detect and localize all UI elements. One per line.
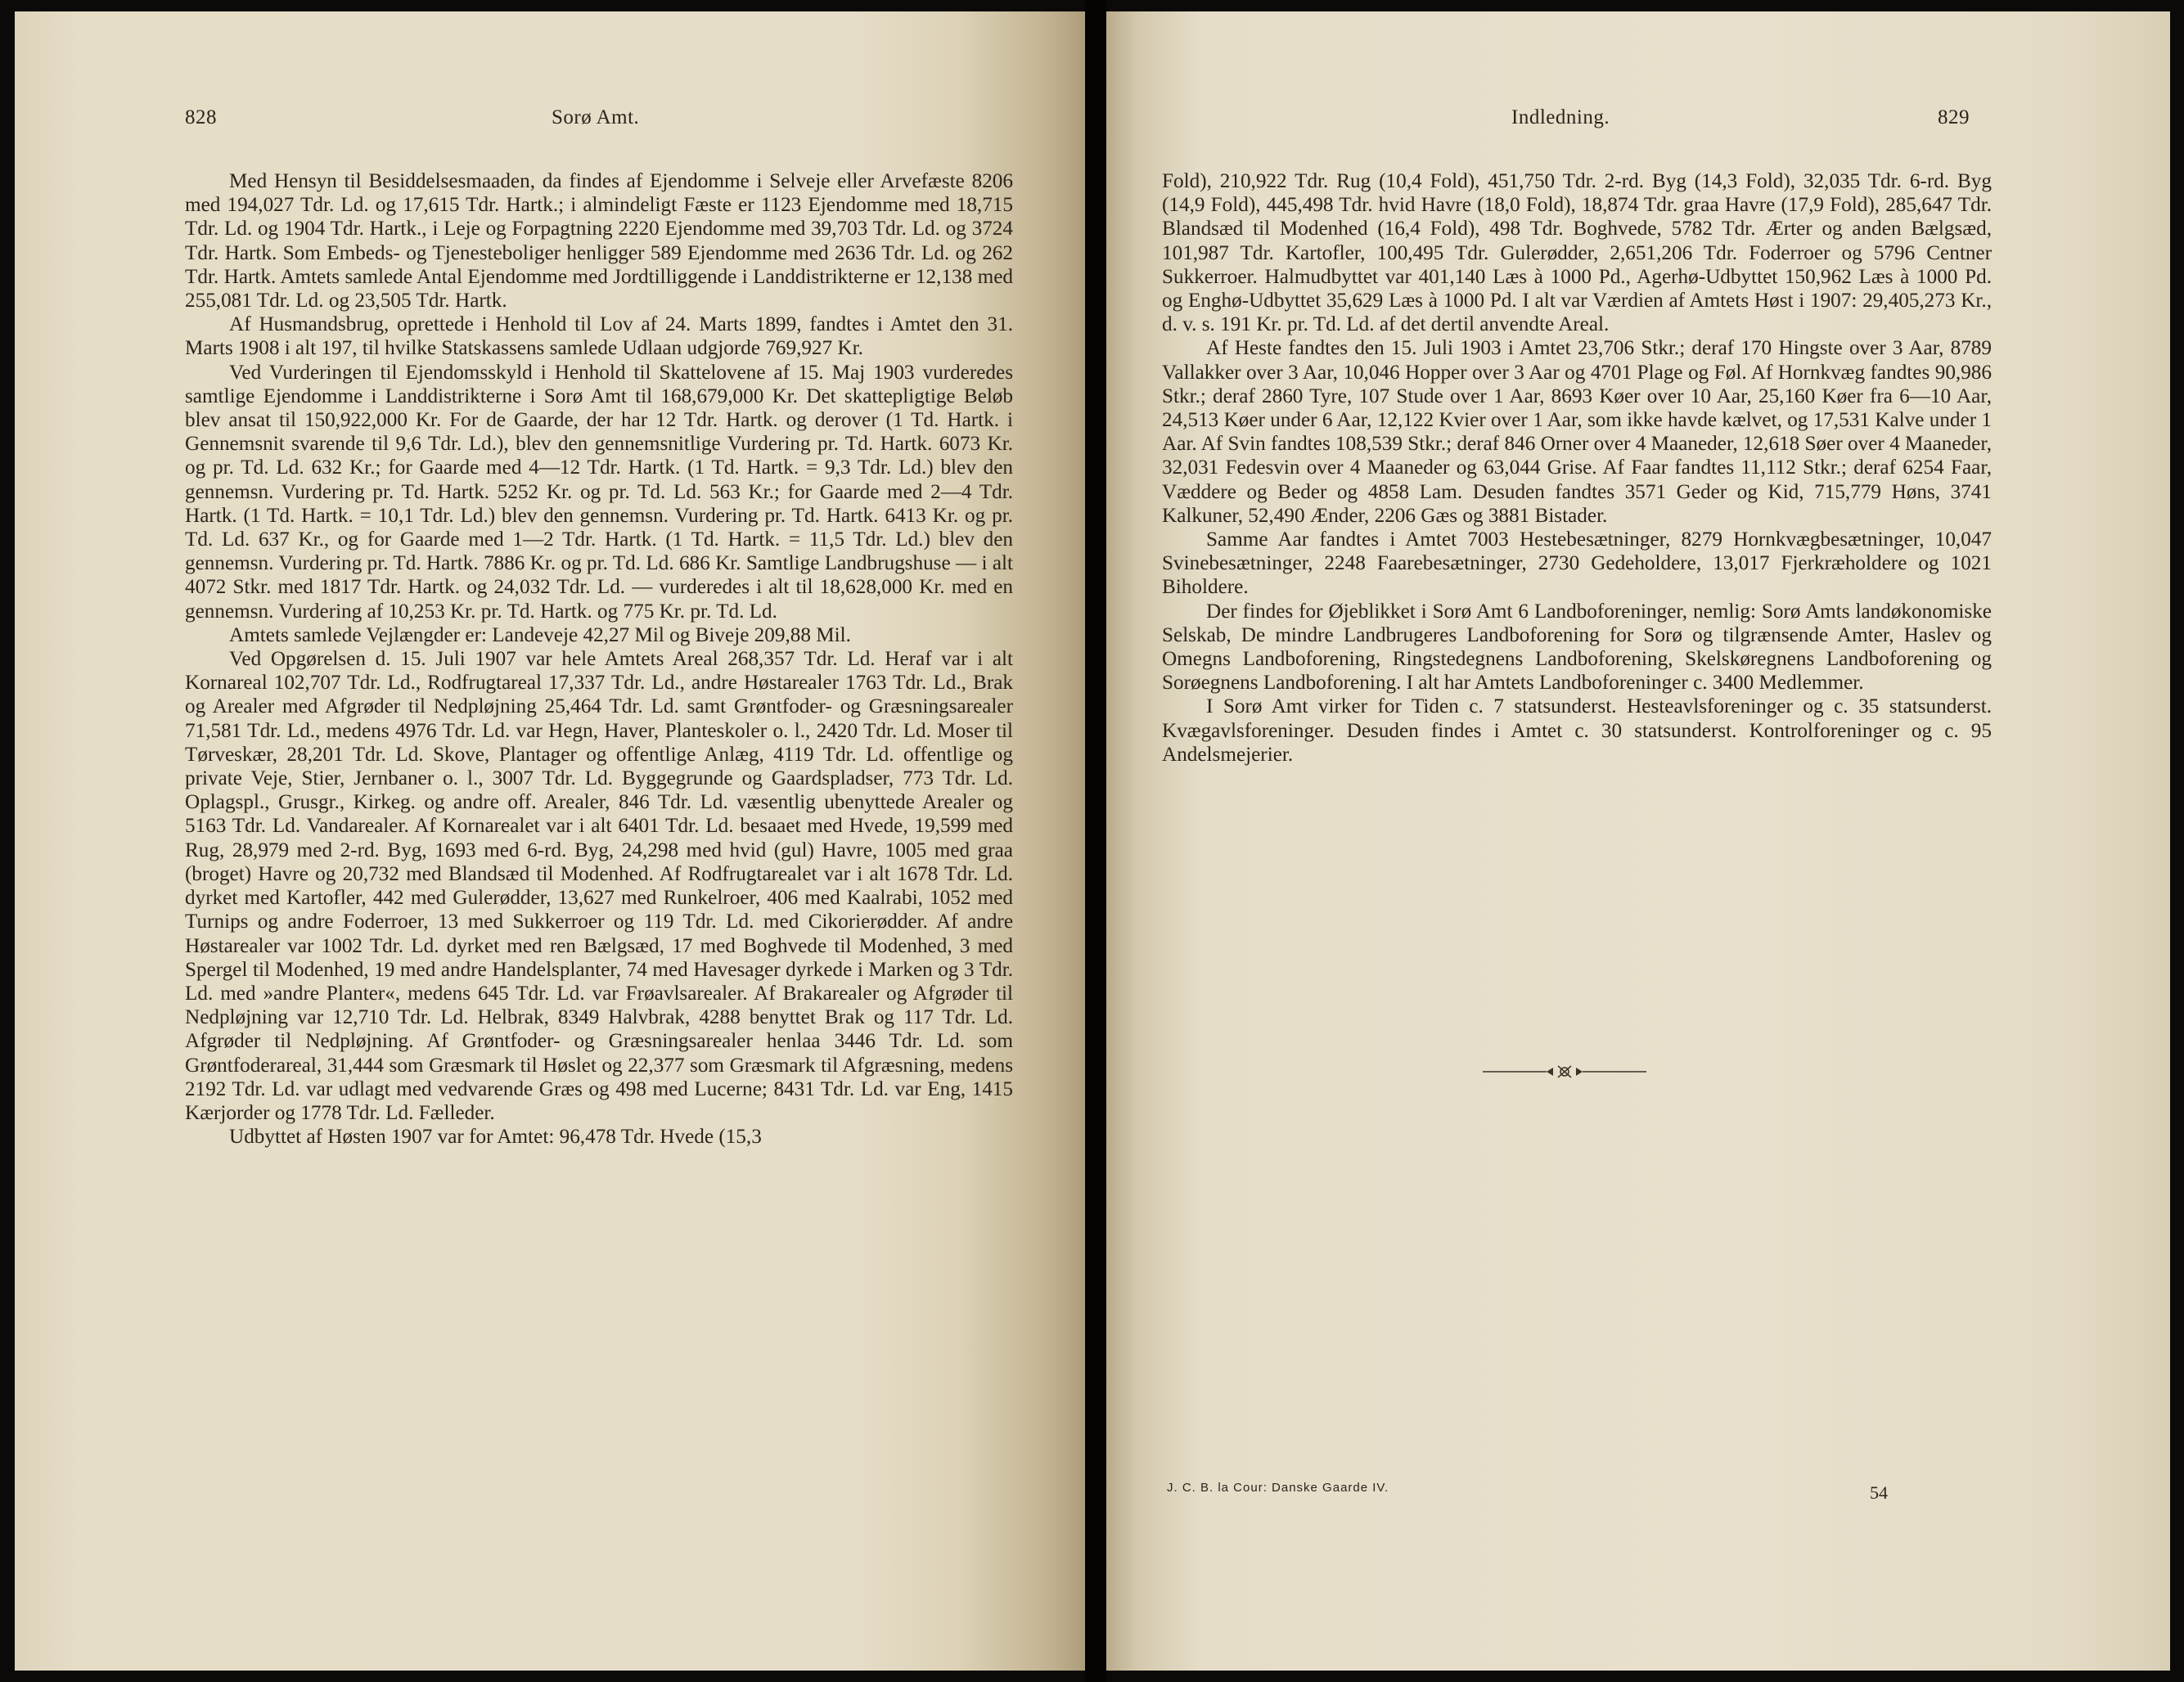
paragraph: Fold), 210,922 Tdr. Rug (10,4 Fold), 451,750 Tdr. 2-rd. Byg (14,3 Fold), 32,035 Tdr. 6-rd. Byg (14,9 Fold), 445,498 Tdr. hvid Havre (18,0 Fold), 18,874 Tdr. graa Havre (17,9 Fold), 285,647 Tdr. Blandsæd til Modenhed (16,4 Fold), 498 Tdr. Boghvede, 5782 Tdr. Ærter og anden Bælgsæd, 101,987 Tdr. Kartofler, 100,495 Tdr. Gulerødder, 2,651,206 Tdr. Foderroer og 5796 Centner Sukkerroer. Halmudbyttet var 401,140 Læs à 1000 Pd., Agerhø-Udbyttet 150,962 Læs à 1000 Pd. og Enghø-Udbyttet 35,629 Læs à 1000 Pd. I alt var Værdien af Amtets Høst i 1907: 29,405,273 Kr., d. v. s. 191 Kr. pr. Td. Ld. af det dertil anvendte Areal. [1162, 170, 1992, 336]
paragraph: Af Husmandsbrug, oprettede i Henhold til Lov af 24. Marts 1899, fandtes i Amtet den 31. Marts 1908 i alt 197, til hvilke Statskassens samlede Udlaan udgjorde 769,927 Kr. [185, 313, 1013, 360]
paragraph: Ved Opgørelsen d. 15. Juli 1907 var hele Amtets Areal 268,357 Tdr. Ld. Heraf var i alt Kornareal 102,707 Tdr. Ld., Rodfrugtareal 17,337 Tdr. Ld., andre Høstarealer 1763 Tdr. Ld., Brak og Arealer med Afgrøder til Nedpløjning 25,464 Tdr. Ld. samt Grøntfoder- og Græsningsarealer 71,581 Tdr. Ld., medens 4976 Tdr. Ld. var Hegn, Haver, Planteskoler o. l., 2420 Tdr. Ld. Moser til Tørveskær, 28,201 Tdr. Ld. Skove, Plantager og offentlige Anlæg, 4119 Tdr. Ld. offentlige og private Veje, Stier, Jernbaner o. l., 3007 Tdr. Ld. Byggegrunde og Gaardspladser, 773 Tdr. Ld. Oplagspl., Grusgr., Kirkeg. og andre off. Arealer, 846 Tdr. Ld. væsentlig ubenyttede Arealer og 5163 Tdr. Ld. Vandarealer. Af Kornarealet var i alt 6401 Tdr. Ld. besaaet med Hvede, 19,599 med Rug, 28,979 med 2-rd. Byg, 1693 med 6-rd. Byg, 24,298 med hvid (gul) Havre, 1005 med graa (broget) Havre og 20,732 med Blandsæd til Modenhed. Af Rodfrugtarealet var i alt 1678 Tdr. Ld. dyrket med Kartofler, 442 med Gulerødder, 13,627 med Runkelroer, 406 med Kaalrabi, 1052 med Turnips og andre Foderroer, 13 med Sukkerroer og 119 Tdr. Ld. med Cikorierødder. Af andre Høstarealer var 1002 Tdr. Ld. dyrket med ren Bælgsæd, 17 med Boghvede til Modenhed, 3 med Spergel til Modenhed, 19 med andre Handelsplanter, 74 med Havesager dyrkede i Marken og 3 Tdr. Ld. med »andre Planter«, medens 645 Tdr. Ld. var Frøavlsarealer. Af Brakarealer og Afgrøder til Nedpløjning var 12,710 Tdr. Ld. Helbrak, 8349 Halvbrak, 4288 benyttet Brak og 117 Tdr. Ld. Afgrøder til Nedpløjning. Af Grøntfoder- og Græsningsarealer henlaa 3446 Tdr. Ld. som Grøntfoderareal, 31,444 som Græsmark til Høslet og 22,377 som Græsmark til Afgræsning, medens 2192 Tdr. Ld. var udlagt med vedvarende Græs og 498 med Lucerne; 8431 Tdr. Ld. var Eng, 1415 Kærjorder og 1778 Tdr. Ld. Fælleder. [185, 648, 1013, 1124]
left-page-number: 828 [185, 106, 217, 128]
left-page-body [185, 169, 1013, 1149]
paragraph: Med Hensyn til Besiddelsesmaaden, da findes af Ejendomme i Selveje eller Arvefæste 8206 med 194,027 Tdr. Ld. og 17,615 Tdr. Hartk.; i almindeligt Fæste er 1123 Ejendomme med 18,715 Tdr. Ld. og 1904 Tdr. Hartk., i Leje og Forpagtning 2220 Ejendomme med 39,703 Tdr. Ld. og 3724 Tdr. Hartk. Som Embeds- og Tjenesteboliger henligger 589 Ejendomme med 2636 Tdr. Ld. og 262 Tdr. Hartk. Amtets samlede Antal Ejendomme med Jordtilliggende i Landdistrikterne er 12,138 med 255,081 Tdr. Ld. og 23,505 Tdr. Hartk. [185, 170, 1013, 313]
paragraph: Der findes for Øjeblikket i Sorø Amt 6 Landboforeninger, nemlig: Sorø Amts landøkonomiske Selskab, De mindre Landbrugeres Landboforening for Sorø og tilgrænsende Amter, Haslev og Omegns Landboforening, Ringstedegnens Landboforening, Skelskøregnens Landboforening og Sorøegnens Landboforening. I alt har Amtets Landboforeninger c. 3400 Medlemmer. [1162, 600, 1992, 695]
right-page-number: 829 [1938, 106, 1970, 128]
page-footer: J. C. B. la Cour: Danske Gaarde IV. [1167, 1481, 1389, 1495]
paragraph: Amtets samlede Vejlængder er: Landeveje 42,27 Mil og Biveje 209,88 Mil. [229, 623, 851, 646]
paragraph: Ved Vurderingen til Ejendomsskyld i Henhold til Skattelovene af 15. Maj 1903 vurderedes samtlige Ejendomme i Landdistrikterne i Sorø Amt til 168,679,000 Kr. Det skattepligtige Beløb blev ansat til 150,922,000 Kr. For de Gaarde, der har 12 Tdr. Hartk. og derover (1 Td. Hartk. i Gennemsnit svarende til 9,6 Tdr. Ld.), blev den gennemsnitlige Vurdering pr. Td. Hartk. 6073 Kr. og pr. Td. Ld. 632 Kr.; for Gaarde med 4—12 Tdr. Hartk. (1 Td. Hartk. = 9,3 Tdr. Ld.) blev den gennemsn. Vurdering pr. Td. Hartk. 5252 Kr. og pr. Td. Ld. 563 Kr.; for Gaarde med 2—4 Tdr. Hartk. (1 Td. Hartk. = 10,1 Tdr. Ld.) blev den gennemsn. Vurdering pr. Td. Hartk. 6413 Kr. og pr. Td. Ld. 637 Kr., og for Gaarde med 1—2 Tdr. Hartk. (1 Td. Hartk. = 11,5 Tdr. Ld.) blev den gennemsn. Vurdering pr. Td. Hartk. 7886 Kr. og pr. Td. Ld. 686 Kr. Samtlige Landbrugshuse — i alt 4072 Stkr. med 1817 Tdr. Hartk. og 24,032 Tdr. Ld. — vurderedes i alt til 18,628,000 Kr. med en gennemsn. Vurdering af 10,253 Kr. pr. Td. Hartk. og 775 Kr. pr. Td. Ld. [185, 361, 1013, 623]
paragraph: Samme Aar fandtes i Amtet 7003 Hestebesætninger, 8279 Hornkvægbesætninger, 10,047 Svinebesætninger, 2248 Faarebesætninger, 2730 Gedeholdere, 13,017 Fjerkræholdere og 1021 Biholdere. [1162, 528, 1992, 599]
right-running-head: Indledning. [1511, 106, 1610, 128]
section-end-ornament [1483, 1064, 1646, 1080]
paragraph: Af Heste fandtes den 15. Juli 1903 i Amtet 23,706 Stkr.; deraf 170 Hingste over 3 Aar, 8789 Vallakker over 3 Aar, 10,046 Hopper over 3 Aar og 4701 Plage og Føl. Af Hornkvæg fandtes 90,986 Stkr.; deraf 2860 Tyre, 107 Stude over 1 Aar, 8693 Køer over 10 Aar, 25,160 Køer fra 6—10 Aar, 24,513 Køer under 6 Aar, 12,122 Kvier over 1 Aar, som ikke havde kælvet, og 17,531 Kalve under 1 Aar. Af Svin fandtes 108,539 Stkr.; deraf 846 Orner over 4 Maaneder, 12,618 Søer over 4 Maaneder, 32,031 Fedesvin over 4 Maaneder og 63,044 Grise. Af Faar fandtes 11,112 Stkr.; deraf 6254 Faar, Væddere og Beder og 4858 Lam. Desuden fandtes 3571 Geder og Kid, 715,779 Høns, 3741 Kalkuner, 52,490 Ænder, 2206 Gæs og 3881 Bistader. [1162, 337, 1992, 527]
paragraph: Udbyttet af Høsten 1907 var for Amtet: 96,478 Tdr. Hvede (15,3 [229, 1126, 762, 1149]
left-running-head: Sorø Amt. [552, 106, 640, 128]
book-spine [1085, 0, 1106, 1682]
paragraph: I Sorø Amt virker for Tiden c. 7 statsunderst. Hesteavlsforeninger og c. 35 statsunderst. Kvægavlsforeninger. Desuden findes i Amtet c. 30 statsunderst. Kontrolforeninger og c. 95 Andelsmejerier. [1162, 695, 1992, 766]
signature-mark: 54 [1870, 1482, 1888, 1503]
right-page-body [1162, 169, 1992, 767]
